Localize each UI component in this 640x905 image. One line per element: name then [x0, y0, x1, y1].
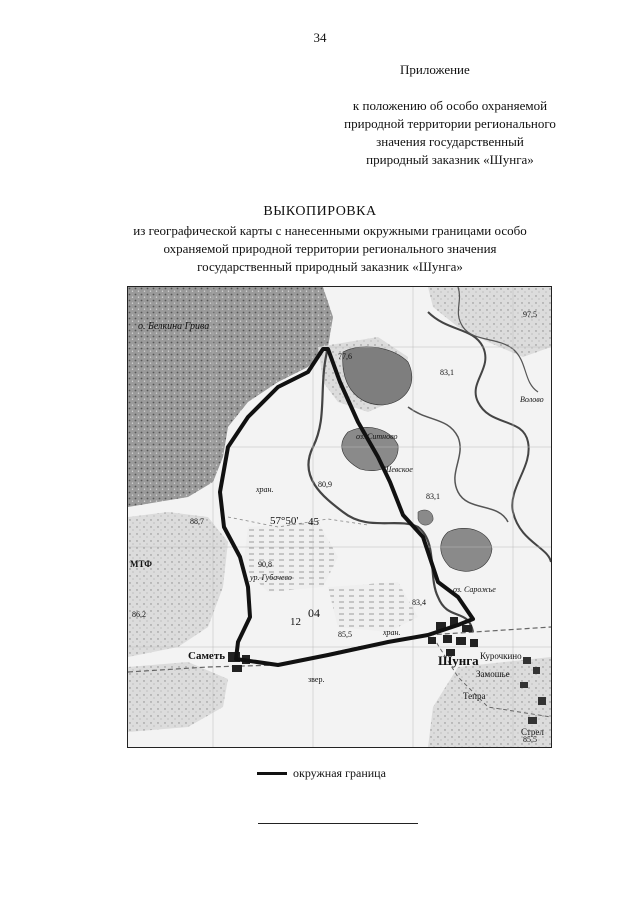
map-label: хран. [383, 628, 401, 637]
appendix-note [330, 97, 570, 169]
lake [441, 528, 492, 571]
appendix-note-line: природной территории регионального [344, 116, 556, 131]
map-label: 04 [308, 606, 320, 620]
document-subtitle-line: из географической карты с нанесенными окружными границами особо [133, 223, 527, 238]
map-label: 83,1 [426, 492, 440, 501]
map-label: 80,9 [318, 480, 332, 489]
document-subtitle-line: государственный природный заказник «Шунга» [197, 259, 463, 274]
map-label: Тепра [463, 691, 486, 701]
appendix-note-line: значения государственный [376, 134, 524, 149]
map-label: Замошье [476, 669, 510, 679]
map-label: 77,6 [338, 352, 352, 361]
appendix-note-line: к положению об особо охраняемой [352, 98, 548, 113]
map-label: оз. Сарожье [453, 585, 496, 594]
map-label: 97,5 [523, 310, 537, 319]
document-title: ВЫКОПИРОВКА [263, 204, 377, 219]
map-label: 45 [308, 516, 319, 528]
map-label: Шевское [383, 465, 413, 474]
map-legend [257, 766, 386, 781]
page-number: 34 [313, 30, 327, 45]
map-label: 57°50' [270, 515, 299, 527]
map-label: 90,8 [258, 560, 272, 569]
map-label: 12 [290, 616, 301, 628]
map-label: ур. Губачево [250, 573, 292, 582]
boundary-legend-line [257, 772, 287, 775]
map-label: 86,2 [132, 610, 146, 619]
lake [418, 510, 433, 525]
boundary-legend-label: окружная граница [293, 766, 386, 780]
appendix-title: Приложение [400, 62, 470, 77]
appendix-note-line: природный заказник «Шунга» [366, 152, 534, 167]
map-svg [128, 287, 551, 747]
document-subtitle-line: охраняемой природной территории регионального значения [163, 241, 497, 256]
map-label: Волово [520, 395, 544, 404]
map-label: МТФ [130, 559, 153, 569]
map-label: Шунга [438, 653, 479, 668]
map-label: Курочкино [480, 651, 522, 661]
map-label: Стрел [521, 727, 544, 737]
map-label: оз. Ситново [356, 432, 398, 441]
map-label: о. Белкина Грива [138, 321, 210, 332]
map-figure [127, 286, 552, 748]
footnote-rule [258, 823, 418, 824]
map-label: 83,1 [440, 368, 454, 377]
map-label: 83,4 [412, 598, 426, 607]
map-label: 85,5 [523, 735, 537, 744]
document-subtitle [95, 222, 565, 276]
map-label: хран. [256, 485, 274, 494]
map-label: Саметь [188, 650, 226, 662]
map-label: 85,5 [338, 630, 352, 639]
map-label: 88,7 [190, 517, 204, 526]
map-label: звер. [308, 675, 325, 684]
